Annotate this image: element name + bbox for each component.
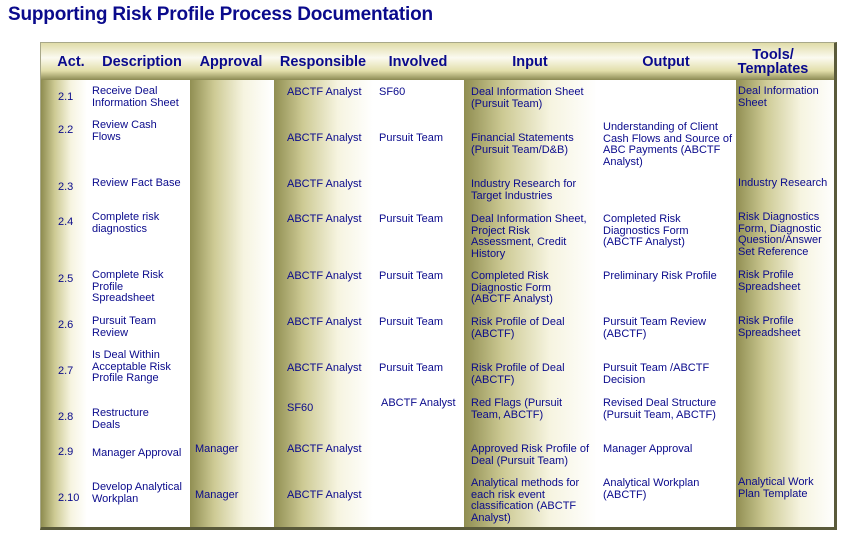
cell-involved: Pursuit Team — [379, 270, 443, 282]
cell-tools: Deal Information Sheet — [738, 85, 819, 109]
column-divider — [373, 80, 374, 527]
cell-description: Review Cash Flows — [92, 119, 157, 143]
header-approval: Approval — [199, 53, 263, 70]
column-divider — [597, 80, 598, 527]
header-output: Output — [642, 53, 690, 70]
cell-output: Manager Approval — [603, 443, 693, 455]
cell-act: 2.10 — [58, 492, 80, 504]
cell-output: Pursuit Team Review (ABCTF) — [603, 316, 707, 340]
cell-act: 2.3 — [58, 181, 74, 193]
cell-involved: SF60 — [379, 86, 406, 98]
header-description: Description — [102, 53, 182, 70]
cell-responsible: ABCTF Analyst — [287, 178, 362, 190]
cell-approval: Manager — [195, 443, 239, 455]
cell-input: Industry Research for Target Industries — [471, 178, 577, 202]
cell-output: Revised Deal Structure (Pursuit Team, ABCTF) — [603, 397, 717, 421]
cell-description: Receive Deal Information Sheet — [92, 85, 179, 109]
cell-act: 2.2 — [58, 124, 74, 136]
cell-tools: Analytical Work Plan Template — [738, 476, 814, 500]
cell-description: Restructure Deals — [92, 407, 149, 431]
cell-responsible: ABCTF Analyst — [287, 132, 362, 144]
cell-involved: Pursuit Team — [379, 132, 443, 144]
cell-tools: Risk Diagnostics Form, Diagnostic Question/Answer Set Reference — [738, 211, 822, 258]
cell-approval: Manager — [195, 489, 239, 501]
cell-input: Analytical methods for each risk event classification (ABCTF Analyst) — [471, 477, 580, 524]
tools-column-bg — [735, 80, 836, 527]
header-responsible: Responsible — [279, 53, 367, 70]
cell-responsible: ABCTF Analyst — [287, 213, 362, 225]
cell-input: Deal Information Sheet, Project Risk Assessment, Credit History — [471, 213, 587, 260]
cell-description: Manager Approval — [92, 447, 182, 459]
cell-description: Review Fact Base — [92, 177, 181, 189]
cell-responsible: ABCTF Analyst — [287, 362, 362, 374]
cell-act: 2.7 — [58, 365, 74, 377]
cell-responsible: ABCTF Analyst — [287, 270, 362, 282]
cell-responsible: SF60 — [287, 402, 314, 414]
cell-description: Develop Analytical Workplan — [92, 481, 182, 505]
cell-act: 2.6 — [58, 319, 74, 331]
cell-output: Completed Risk Diagnostics Form (ABCTF Analyst) — [603, 213, 689, 248]
act-column-bg — [41, 80, 87, 527]
cell-responsible: ABCTF Analyst — [287, 489, 362, 501]
cell-description: Is Deal Within Acceptable Risk Profile Range — [92, 349, 171, 384]
cell-tools: Risk Profile Spreadsheet — [738, 269, 801, 293]
cell-act: 2.9 — [58, 446, 74, 458]
cell-input: Risk Profile of Deal (ABCTF) — [471, 362, 565, 386]
column-divider — [735, 80, 736, 527]
cell-input: Completed Risk Diagnostic Form (ABCTF Analyst) — [471, 270, 553, 305]
cell-description: Pursuit Team Review — [92, 315, 156, 339]
column-divider — [189, 80, 190, 527]
cell-input: Risk Profile of Deal (ABCTF) — [471, 316, 565, 340]
column-divider — [87, 80, 88, 527]
cell-responsible: ABCTF Analyst — [287, 316, 362, 328]
cell-input: Financial Statements (Pursuit Team/D&B) — [471, 132, 574, 156]
header-act: Act. — [57, 53, 85, 70]
cell-involved: Pursuit Team — [379, 362, 443, 374]
cell-involved: Pursuit Team — [379, 316, 443, 328]
cell-output: Preliminary Risk Profile — [603, 270, 717, 282]
header-involved: Involved — [388, 53, 448, 70]
cell-responsible: ABCTF Analyst — [287, 443, 362, 455]
process-table — [40, 42, 837, 530]
page-title: Supporting Risk Profile Process Documentation — [8, 4, 433, 25]
responsible-column-bg — [273, 80, 373, 527]
cell-involved: ABCTF Analyst — [381, 397, 456, 409]
cell-input: Red Flags (Pursuit Team, ABCTF) — [471, 397, 563, 421]
cell-tools: Industry Research — [738, 177, 828, 189]
cell-output: Understanding of Client Cash Flows and Source of ABC Payments (ABCTF Analyst) — [603, 121, 733, 168]
column-divider — [463, 80, 464, 527]
cell-description: Complete risk diagnostics — [92, 211, 160, 235]
cell-act: 2.4 — [58, 216, 74, 228]
cell-output: Analytical Workplan (ABCTF) — [603, 477, 700, 501]
cell-tools: Risk Profile Spreadsheet — [738, 315, 801, 339]
cell-input: Approved Risk Profile of Deal (Pursuit Team) — [471, 443, 589, 467]
cell-act: 2.8 — [58, 411, 74, 423]
approval-column-bg — [189, 80, 273, 527]
cell-involved: Pursuit Team — [379, 213, 443, 225]
cell-responsible: ABCTF Analyst — [287, 86, 362, 98]
header-tools: Tools/ Templates — [737, 46, 809, 77]
column-divider — [273, 80, 274, 527]
cell-act: 2.1 — [58, 91, 74, 103]
cell-input: Deal Information Sheet (Pursuit Team) — [471, 86, 584, 110]
cell-description: Complete Risk Profile Spreadsheet — [92, 269, 164, 304]
cell-act: 2.5 — [58, 273, 74, 285]
cell-output: Pursuit Team /ABCTF Decision — [603, 362, 710, 386]
header-input: Input — [512, 53, 548, 70]
